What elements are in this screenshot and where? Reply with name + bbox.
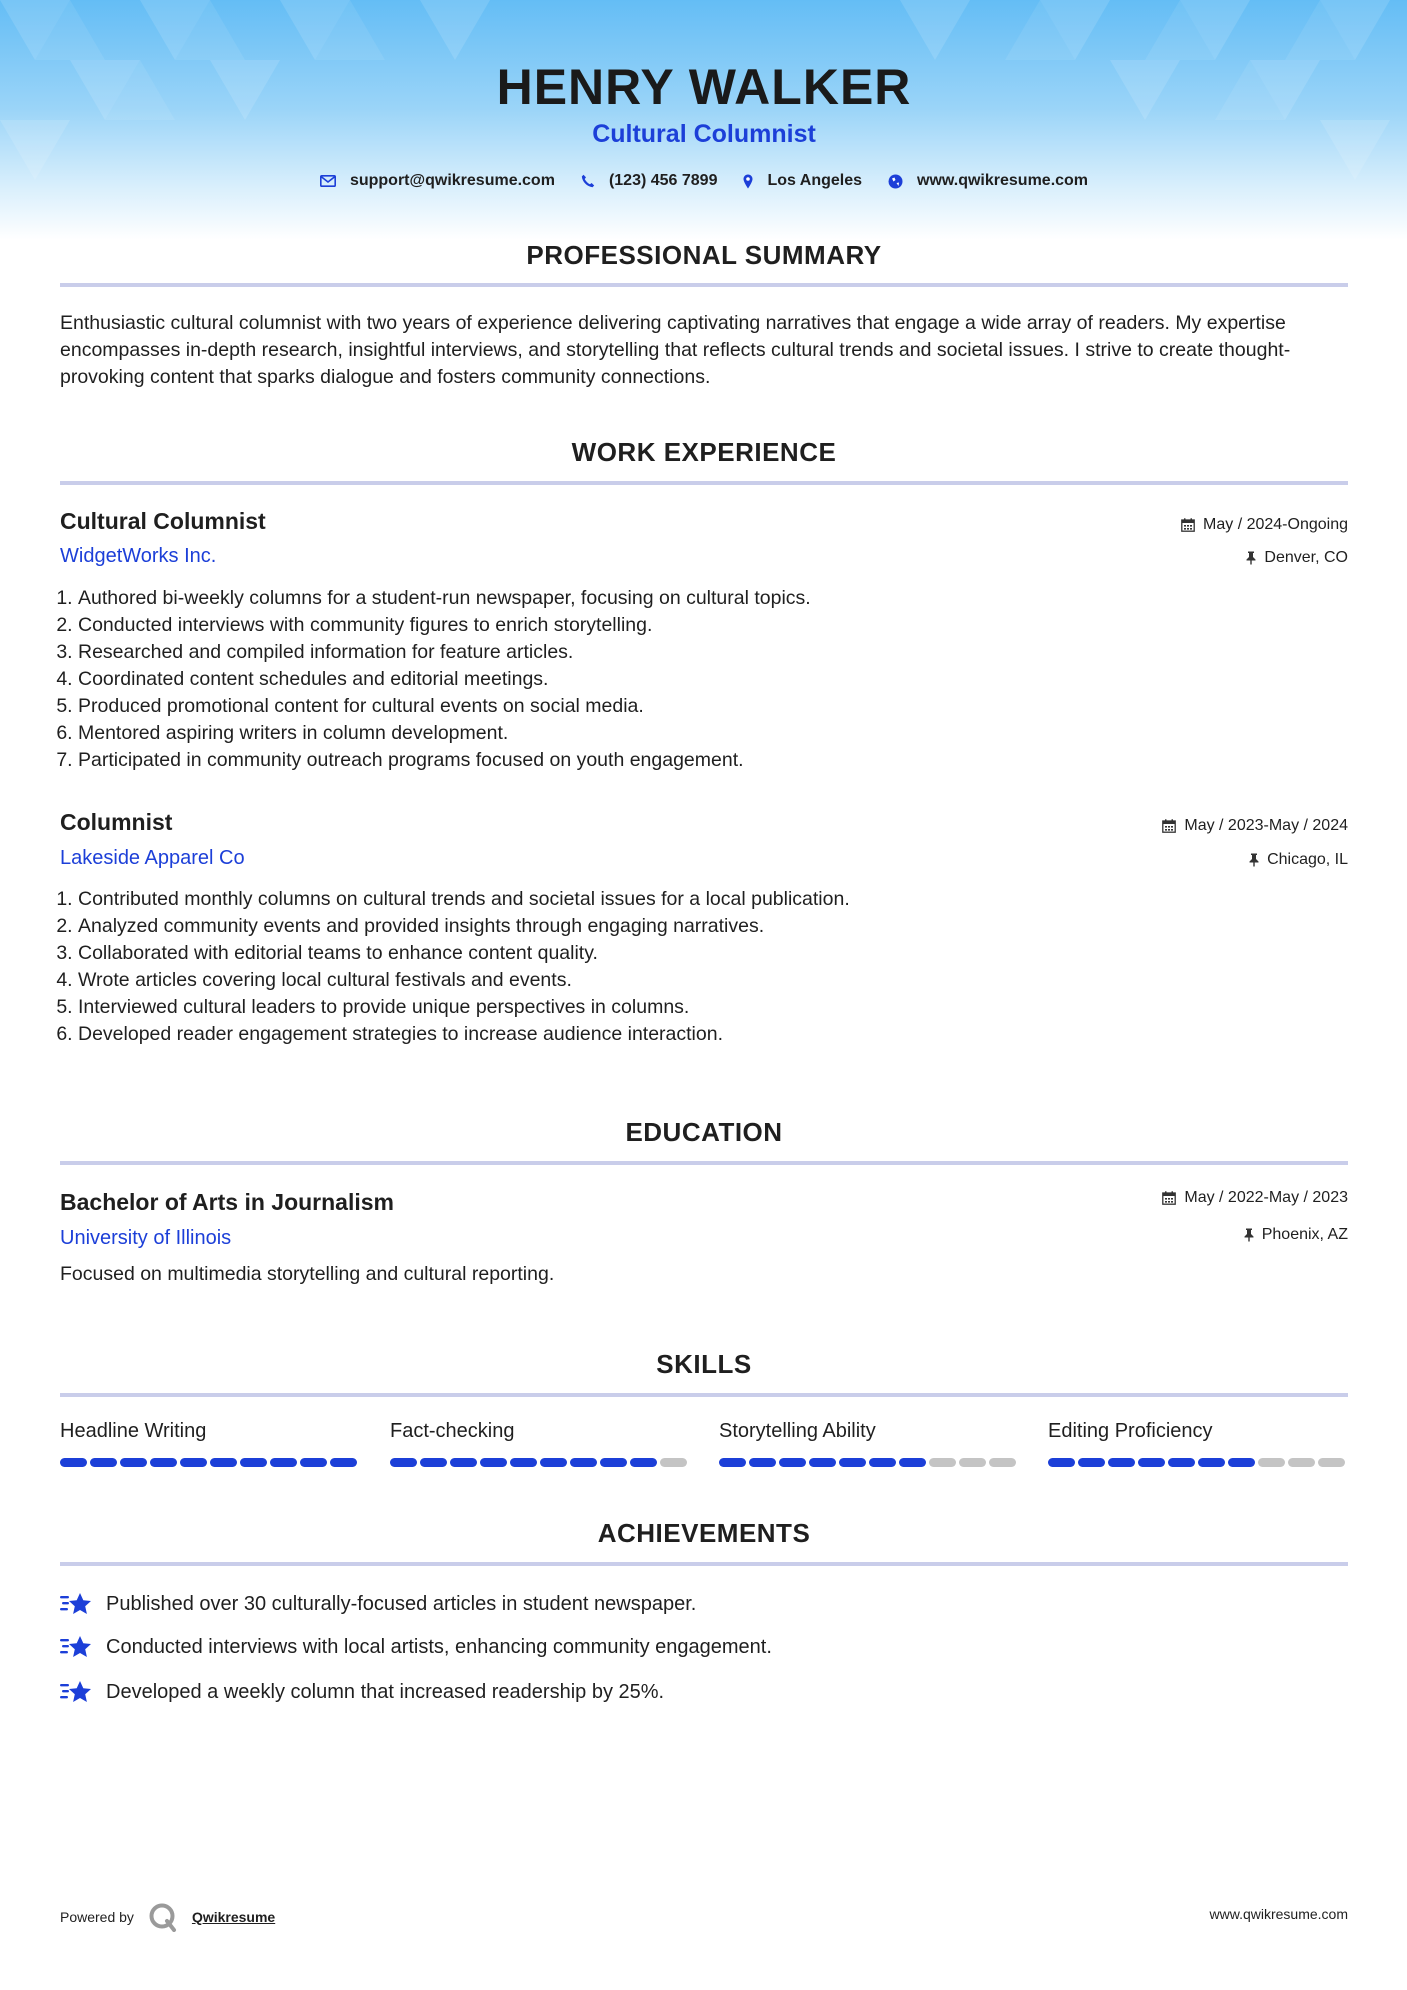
skill-item [1048,1420,1348,1443]
contact-website-text: www.qwikresume.com [917,172,1089,189]
skill-name: Fact-checking [390,1420,515,1442]
job-dates-text: May / 2024-Ongoing [1203,516,1348,533]
achievements-divider [60,1562,1348,1566]
list-item: 6. Developed reader engagement strategies to increase audience interaction. [78,1021,850,1048]
skill-segment-filled [480,1458,507,1467]
skill-segment-empty [959,1458,986,1467]
contact-bar [60,172,1348,190]
education-divider [60,1161,1348,1165]
skill-segment-filled [839,1458,866,1467]
skill-segment-filled [1108,1458,1135,1467]
job-dates-text: May / 2023-May / 2024 [1184,817,1348,834]
calendar-icon [1162,1191,1176,1205]
skill-segment-filled [120,1458,147,1467]
skill-segment-filled [390,1458,417,1467]
skill-segment-filled [630,1458,657,1467]
star-icon [60,1678,92,1706]
education-dates-text: May / 2022-May / 2023 [1184,1189,1348,1206]
candidate-title: Cultural Columnist [592,120,816,148]
achievement-item [60,1678,664,1706]
job-company: Lakeside Apparel Co [60,847,245,869]
calendar-icon [1162,819,1176,833]
list-item: 2. Conducted interviews with community figures to enrich storytelling. [78,612,811,639]
education-location [1244,1226,1348,1244]
experience-divider [60,481,1348,485]
skill-segment-filled [779,1458,806,1467]
skill-level-bar [390,1458,687,1467]
job-bullets [54,585,811,774]
achievement-item [60,1633,772,1661]
contact-location-text: Los Angeles [767,172,863,189]
skill-segment-filled [450,1458,477,1467]
qwikresume-logo-icon [148,1902,178,1932]
contact-website[interactable] [888,172,1088,190]
summary-divider [60,283,1348,287]
skill-name: Headline Writing [60,1420,207,1442]
list-item: 1. Contributed monthly columns on cultural trends and societal issues for a local publication. [78,886,850,913]
job-location-text: Chicago, IL [1267,851,1348,868]
skill-segment-filled [540,1458,567,1467]
summary-text: Enthusiastic cultural columnist with two years of experience delivering captivating narratives that engage a wide array of readers. My expertise encompasses in-depth research, insightful interviews, and storytelling that reflects cultural trends and societal issues. I strive to create thought-provoking content that sparks dialogue and fosters community connections. [60,312,1291,388]
skill-segment-filled [1078,1458,1105,1467]
skill-segment-filled [240,1458,267,1467]
skill-name: Storytelling Ability [719,1420,876,1442]
skill-name: Editing Proficiency [1048,1420,1213,1442]
contact-phone-text: (123) 456 7899 [608,172,718,189]
contact-email[interactable] [320,172,555,190]
phone-icon [581,174,595,188]
skill-segment-filled [899,1458,926,1467]
qwikresume-link[interactable]: Qwikresume [191,1909,276,1925]
pushpin-icon [1249,853,1259,867]
skill-segment-empty [1258,1458,1285,1467]
skill-segment-filled [869,1458,896,1467]
footer-powered-by [60,1902,275,1932]
skill-segment-empty [660,1458,687,1467]
list-item: 2. Analyzed community events and provided insights through engaging narratives. [78,913,850,940]
skill-segment-filled [1228,1458,1255,1467]
skill-segment-filled [719,1458,746,1467]
skill-segment-filled [600,1458,627,1467]
contact-location [743,172,862,190]
degree-title: Bachelor of Arts in Journalism [60,1189,394,1215]
list-item: 3. Researched and compiled information for feature articles. [78,639,811,666]
job-title: Columnist [60,809,173,835]
skill-segment-filled [1048,1458,1075,1467]
job-dates [1162,817,1348,835]
list-item: 5. Interviewed cultural leaders to provide unique perspectives in columns. [78,994,850,1021]
achievements-heading: ACHIEVEMENTS [597,1518,811,1548]
skill-segment-filled [180,1458,207,1467]
achievement-item [60,1590,696,1618]
globe-icon [888,174,903,189]
calendar-icon [1181,518,1195,532]
list-item: 4. Wrote articles covering local cultural festivals and events. [78,967,850,994]
skill-segment-filled [210,1458,237,1467]
list-item: 3. Collaborated with editorial teams to enhance content quality. [78,940,850,967]
skill-item [390,1420,690,1443]
job-dates [1181,516,1348,534]
skill-level-bar [719,1458,1016,1467]
achievement-text: Developed a weekly column that increased readership by 25%. [106,1680,665,1703]
skill-segment-empty [1318,1458,1345,1467]
skill-segment-empty [929,1458,956,1467]
skill-item [60,1420,360,1443]
job-location-text: Denver, CO [1264,549,1348,566]
skill-segment-filled [270,1458,297,1467]
list-item: 1. Authored bi-weekly columns for a student-run newspaper, focusing on cultural topics. [78,585,811,612]
list-item: 7. Participated in community outreach programs focused on youth engagement. [78,747,811,774]
list-item: 5. Produced promotional content for cultural events on social media. [78,693,811,720]
skill-item [719,1420,1019,1443]
job-title: Cultural Columnist [60,508,266,534]
contact-email-text: support@qwikresume.com [349,172,555,189]
job-location [1249,851,1348,869]
education-location-text: Phoenix, AZ [1261,1226,1348,1243]
candidate-name: HENRY WALKER [496,59,912,115]
experience-heading: WORK EXPERIENCE [571,437,837,467]
skill-segment-filled [420,1458,447,1467]
pushpin-icon [1246,551,1256,565]
education-dates [1162,1189,1348,1207]
skill-segment-filled [510,1458,537,1467]
contact-phone[interactable] [581,172,718,190]
school-name: University of Illinois [60,1227,232,1249]
education-heading: EDUCATION [625,1117,783,1147]
skill-segment-filled [1138,1458,1165,1467]
achievement-text: Conducted interviews with local artists, enhancing community engagement. [106,1635,772,1658]
skill-segment-filled [300,1458,327,1467]
summary-heading: PROFESSIONAL SUMMARY [526,240,882,270]
skills-heading: SKILLS [656,1349,752,1379]
skill-segment-filled [330,1458,357,1467]
envelope-icon [320,175,336,187]
list-item: 6. Mentored aspiring writers in column development. [78,720,811,747]
job-location [1246,549,1348,567]
pushpin-icon [1244,1228,1254,1242]
skills-divider [60,1393,1348,1397]
footer-website[interactable]: www.qwikresume.com [1209,1906,1348,1922]
skill-segment-filled [60,1458,87,1467]
skill-segment-filled [1168,1458,1195,1467]
skill-segment-empty [989,1458,1016,1467]
skill-segment-filled [90,1458,117,1467]
list-item: 4. Coordinated content schedules and editorial meetings. [78,666,811,693]
skill-segment-filled [570,1458,597,1467]
job-company: WidgetWorks Inc. [60,545,217,567]
skill-segment-filled [150,1458,177,1467]
star-icon [60,1633,92,1661]
skill-level-bar [1048,1458,1345,1467]
powered-by-label: Powered by [60,1909,134,1925]
star-icon [60,1590,92,1618]
job-bullets [54,886,850,1048]
skill-segment-filled [749,1458,776,1467]
achievement-text: Published over 30 culturally-focused articles in student newspaper. [106,1592,697,1615]
skill-segment-filled [1198,1458,1225,1467]
skill-level-bar [60,1458,357,1467]
map-pin-icon [743,174,753,189]
skill-segment-filled [809,1458,836,1467]
education-description: Focused on multimedia storytelling and cultural reporting. [60,1263,555,1285]
skill-segment-empty [1288,1458,1315,1467]
